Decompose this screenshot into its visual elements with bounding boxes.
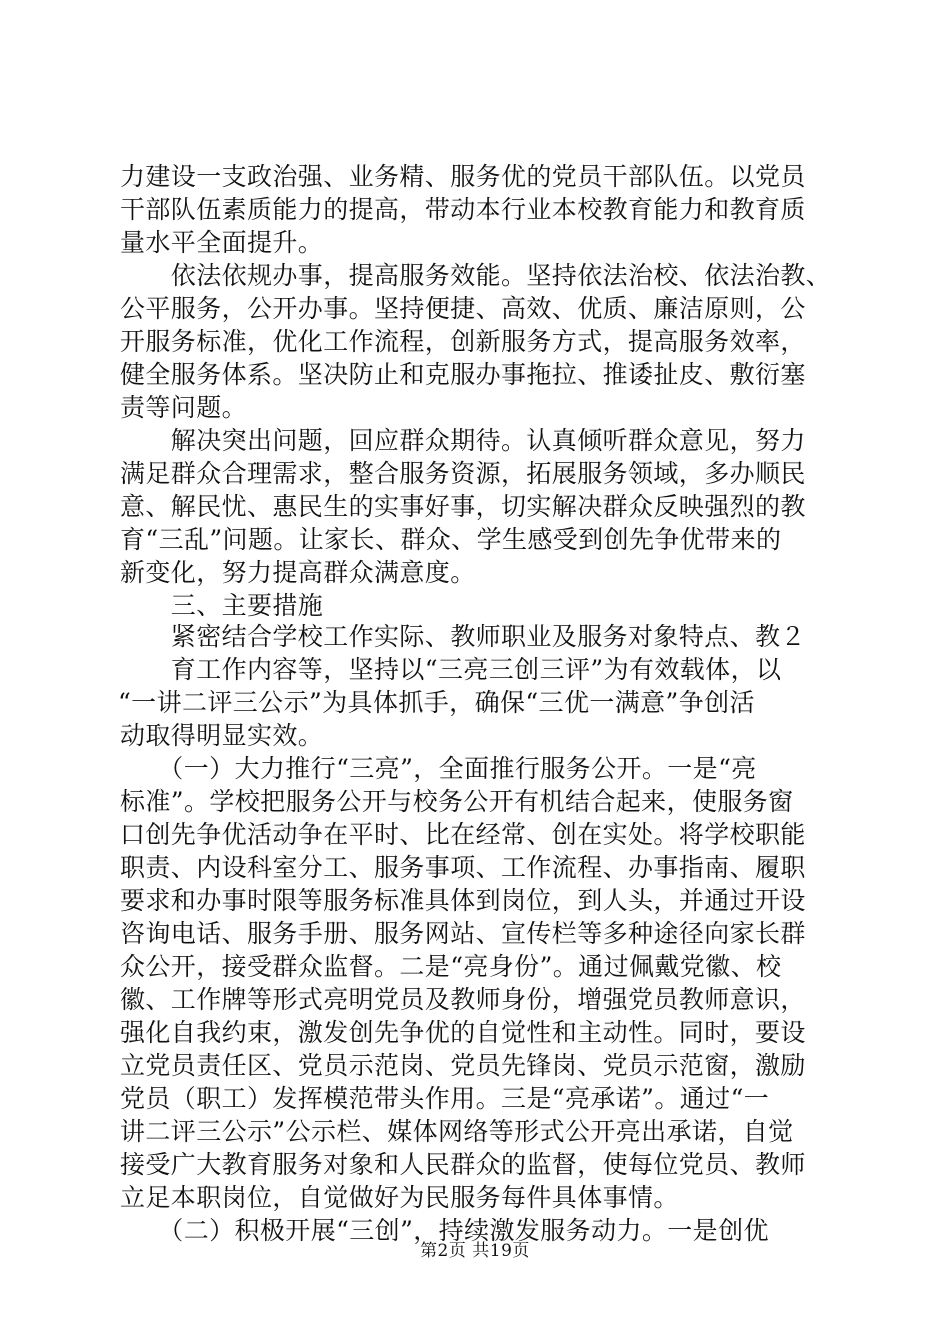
text-line: “一讲二评三公示”为具体抓手，确保“三优一满意”争创活 [118, 688, 755, 717]
text-line: 意、解民忧、惠民生的实事好事，切实解决群众反映强烈的教 [120, 492, 806, 521]
text-line: 动取得明显实效。 [120, 721, 324, 750]
text-line: 干部队伍素质能力的提高，带动本行业本校教育能力和教育质 [120, 195, 806, 224]
text-line: 育“三乱”问题。让家长、群众、学生感受到创先争优带来的 [120, 525, 782, 554]
text-line: 健全服务体系。坚决防止和克服办事拖拉、推诿扯皮、敷衍塞 [120, 360, 806, 389]
text-line: 党员（职工）发挥模范带头作用。三是“亮承诺”。通过“一 [120, 1084, 770, 1113]
text-line: 开服务标准，优化工作流程，创新服务方式，提高服务效率， [120, 327, 806, 356]
text-line: 力建设一支政治强、业务精、服务优的党员干部队伍。以党员 [120, 162, 806, 191]
text-line: 满足群众合理需求，整合服务资源，拓展服务领域，多办顺民 [120, 459, 806, 488]
text-line: 标准”。学校把服务公开与校务公开有机结合起来，使服务窗 [120, 787, 794, 816]
text-line: 量水平全面提升。 [120, 228, 324, 257]
text-line: 依法依规办事，提高服务效能。坚持依法治校、依法治教、 [120, 261, 832, 290]
text-line: 公平服务，公开办事。坚持便捷、高效、优质、廉洁原则，公 [120, 294, 806, 323]
text-line: 咨询电话、服务手册、服务网站、宣传栏等多种途径向家长群 [120, 919, 806, 948]
text-line: 强化自我约束，激发创先争优的自觉性和主动性。同时，要设 [120, 1018, 806, 1047]
text-line: 讲二评三公示”公示栏、媒体网络等形式公开亮出承诺，自觉 [120, 1117, 794, 1146]
text-line: 三、主要措施 [120, 591, 324, 620]
text-line: 要求和办事时限等服务标准具体到岗位，到人头，并通过开设 [120, 886, 806, 915]
text-line: 紧密结合学校工作实际、教师职业及服务对象特点、教２ [120, 622, 806, 651]
text-line: 育工作内容等，坚持以“三亮三创三评”为有效载体，以 [120, 655, 782, 684]
text-line: （二）积极开展“三创”，持续激发服务动力。一是创优 [120, 1216, 769, 1245]
text-line: 立党员责任区、党员示范岗、党员先锋岗、党员示范窗，激励 [120, 1051, 806, 1080]
text-line: 口创先争优活动争在平时、比在经常、创在实处。将学校职能 [120, 820, 806, 849]
text-line: 众公开，接受群众监督。二是“亮身份”。通过佩戴党徽、校 [120, 952, 782, 981]
text-line: 新变化，努力提高群众满意度。 [120, 558, 476, 587]
text-line: （一）大力推行“三亮”，全面推行服务公开。一是“亮 [120, 754, 757, 783]
text-line: 徽、工作牌等形式亮明党员及教师身份，增强党员教师意识， [120, 985, 806, 1014]
page-footer: 第2页 共19页 [420, 1241, 530, 1261]
text-line: 职责、内设科室分工、服务事项、工作流程、办事指南、履职 [120, 853, 806, 882]
text-line: 接受广大教育服务对象和人民群众的监督，使每位党员、教师 [120, 1150, 806, 1179]
text-line: 解决突出问题，回应群众期待。认真倾听群众意见，努力 [120, 426, 806, 455]
text-line: 责等问题。 [120, 393, 248, 422]
text-line: 立足本职岗位，自觉做好为民服务每件具体事情。 [120, 1183, 679, 1212]
